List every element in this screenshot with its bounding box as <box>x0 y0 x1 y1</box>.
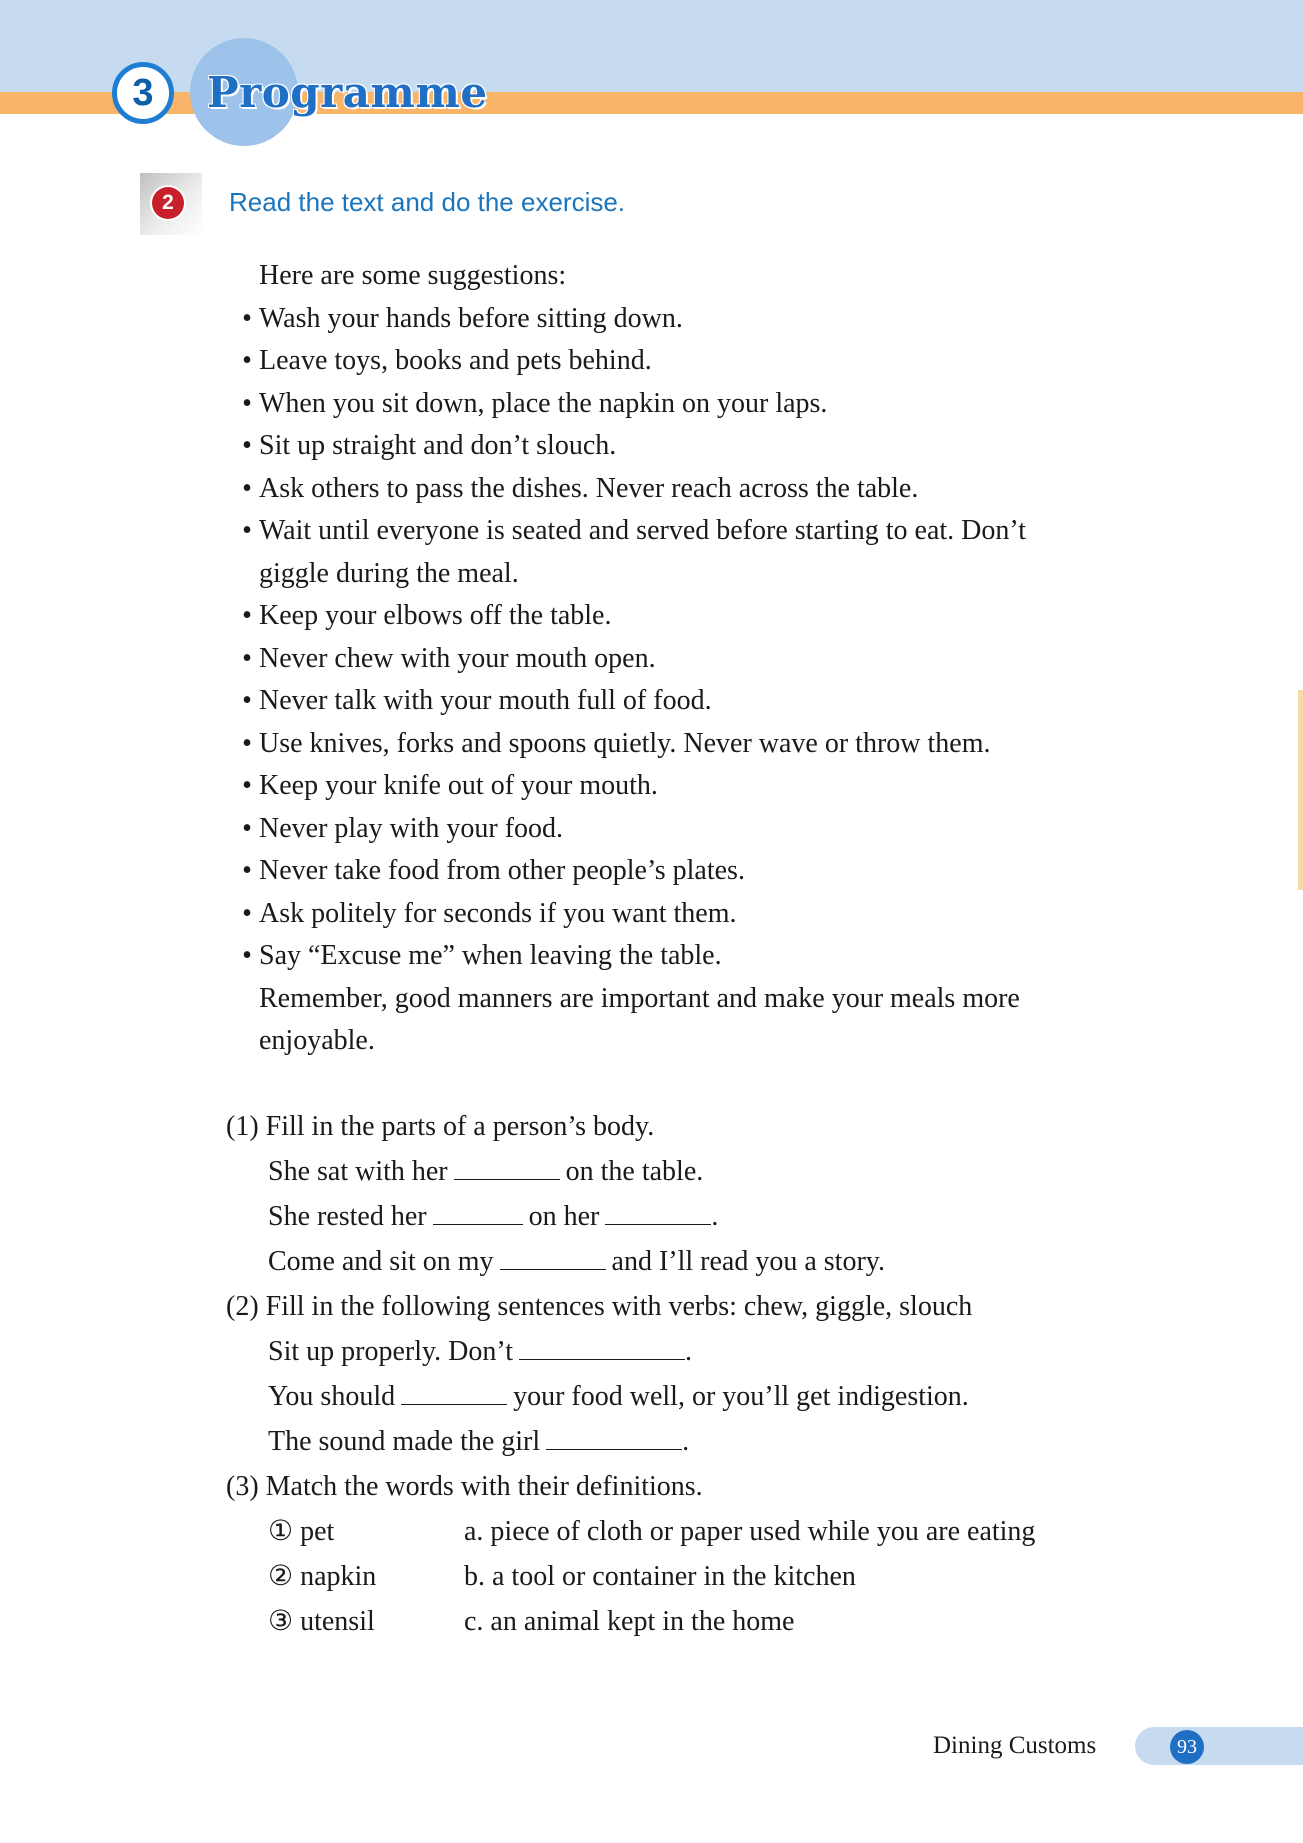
sentence-text: She sat with her <box>268 1156 448 1187</box>
bullet-mark: • <box>242 430 252 461</box>
bullet-mark: • <box>242 515 252 546</box>
match-definition: a. piece of cloth or paper used while you are eating <box>464 1516 1036 1547</box>
page-number: 93 <box>1170 1730 1204 1764</box>
bullet-text: Wash your hands before sitting down. <box>259 302 683 334</box>
answer-blank[interactable] <box>605 1202 711 1225</box>
bullet-text: Ask politely for seconds if you want them. <box>259 897 737 929</box>
bullet-mark: • <box>242 345 252 376</box>
answer-blank[interactable] <box>519 1337 685 1360</box>
sentence-text: . <box>682 1426 690 1457</box>
match-definition: b. a tool or container in the kitchen <box>464 1561 856 1592</box>
bullet-item <box>235 638 1115 681</box>
bullet-item <box>235 298 1115 341</box>
question-1-sentence <box>226 1194 1126 1239</box>
bullet-mark: • <box>242 727 252 759</box>
page-edge-marker <box>1298 690 1303 890</box>
question-2-sentence <box>226 1374 1126 1419</box>
bullet-text: When you sit down, place the napkin on your laps. <box>259 387 828 419</box>
bullet-mark: • <box>242 855 252 886</box>
match-pair <box>226 1554 1126 1599</box>
bullet-item <box>235 595 1115 638</box>
footer-chapter-label: Dining Customs <box>933 1732 1097 1759</box>
question-1-sentence <box>226 1149 1126 1194</box>
sentence-text: on her <box>528 1201 600 1232</box>
bullet-item <box>235 340 1115 383</box>
bullet-item <box>235 893 1115 936</box>
bullet-text: Keep your elbows off the table. <box>259 600 612 631</box>
bullet-text: Keep your knife out of your mouth. <box>259 770 658 801</box>
bullet-item <box>235 850 1115 893</box>
bullet-mark: • <box>242 685 252 716</box>
bullet-continuation: giggle during the meal. <box>259 557 519 589</box>
question-2-sentence <box>226 1419 1126 1464</box>
bullet-item <box>235 468 1115 511</box>
exercise-number-badge: 2 <box>152 187 184 219</box>
bullet-item <box>235 765 1115 808</box>
match-pair <box>226 1509 1126 1554</box>
reading-closing-end: enjoyable. <box>259 1025 375 1056</box>
sentence-text: You should <box>268 1381 396 1412</box>
exercise-instruction: Read the text and do the exercise. <box>229 187 626 217</box>
answer-blank[interactable] <box>500 1247 606 1270</box>
match-pair <box>226 1599 1126 1644</box>
match-word: ① pet <box>268 1516 335 1547</box>
bullet-item <box>235 425 1115 468</box>
bullet-mark: • <box>242 600 252 631</box>
sentence-text: She rested her <box>268 1201 427 1232</box>
section-number-badge: 3 <box>112 62 174 124</box>
bullet-mark: • <box>242 642 252 674</box>
bullet-mark: • <box>242 940 252 971</box>
bullet-text: Wait until everyone is seated and served before starting to eat. Don’t <box>259 515 1026 546</box>
bullet-mark: • <box>242 302 252 334</box>
answer-blank[interactable] <box>401 1382 507 1405</box>
reading-passage <box>235 255 1115 1063</box>
question-2-sentence <box>226 1329 1126 1374</box>
answer-blank[interactable] <box>454 1157 560 1180</box>
match-definition: c. an animal kept in the home <box>464 1606 795 1637</box>
exercise-questions <box>226 1104 1126 1644</box>
bullet-text: Never talk with your mouth full of food. <box>259 685 712 716</box>
page-number-tab <box>1135 1727 1303 1765</box>
match-word: ② napkin <box>268 1561 377 1592</box>
sentence-text: on the table. <box>565 1156 704 1187</box>
bullet-item <box>235 383 1115 426</box>
bullet-item <box>235 935 1115 978</box>
section-title: Programme <box>207 68 488 117</box>
bullet-text: Never chew with your mouth open. <box>259 642 656 674</box>
sentence-text: Sit up properly. Don’t <box>268 1336 513 1367</box>
bullet-item <box>235 723 1115 766</box>
bullet-mark: • <box>242 897 252 929</box>
bullet-mark: • <box>242 472 252 504</box>
bullet-text: Never take food from other people’s plates. <box>259 855 745 886</box>
question-1-heading: (1) Fill in the parts of a person’s body. <box>226 1111 655 1142</box>
answer-blank[interactable] <box>546 1427 682 1450</box>
sentence-text: . <box>685 1336 692 1367</box>
question-3-heading: (3) Match the words with their definitions. <box>226 1471 703 1502</box>
bullet-item <box>235 808 1115 851</box>
reading-closing: Remember, good manners are important and make your meals more <box>259 982 1020 1014</box>
bullet-mark: • <box>242 812 252 844</box>
answer-blank[interactable] <box>433 1202 523 1225</box>
sentence-text: your food well, or you’ll get indigestion. <box>513 1381 969 1412</box>
bullet-text: Say “Excuse me” when leaving the table. <box>259 940 722 971</box>
bullet-text: Leave toys, books and pets behind. <box>259 345 652 376</box>
bullet-text: Ask others to pass the dishes. Never reach across the table. <box>259 472 919 504</box>
question-2-heading: (2) Fill in the following sentences with verbs: chew, giggle, slouch <box>226 1291 973 1322</box>
bullet-text: Use knives, forks and spoons quietly. Never wave or throw them. <box>259 727 991 759</box>
bullet-text: Never play with your food. <box>259 812 564 844</box>
match-word: ③ utensil <box>268 1606 375 1637</box>
bullet-mark: • <box>242 387 252 419</box>
bullet-mark: • <box>242 770 252 801</box>
sentence-text: Come and sit on my <box>268 1246 494 1277</box>
sentence-text: . <box>711 1201 719 1232</box>
sentence-text: and I’ll read you a story. <box>611 1246 885 1277</box>
bullet-text: Sit up straight and don’t slouch. <box>259 430 617 461</box>
question-1-sentence <box>226 1239 1126 1284</box>
sentence-text: The sound made the girl <box>268 1426 541 1457</box>
reading-intro: Here are some suggestions: <box>259 260 567 291</box>
bullet-item <box>235 680 1115 723</box>
bullet-item <box>235 510 1115 553</box>
